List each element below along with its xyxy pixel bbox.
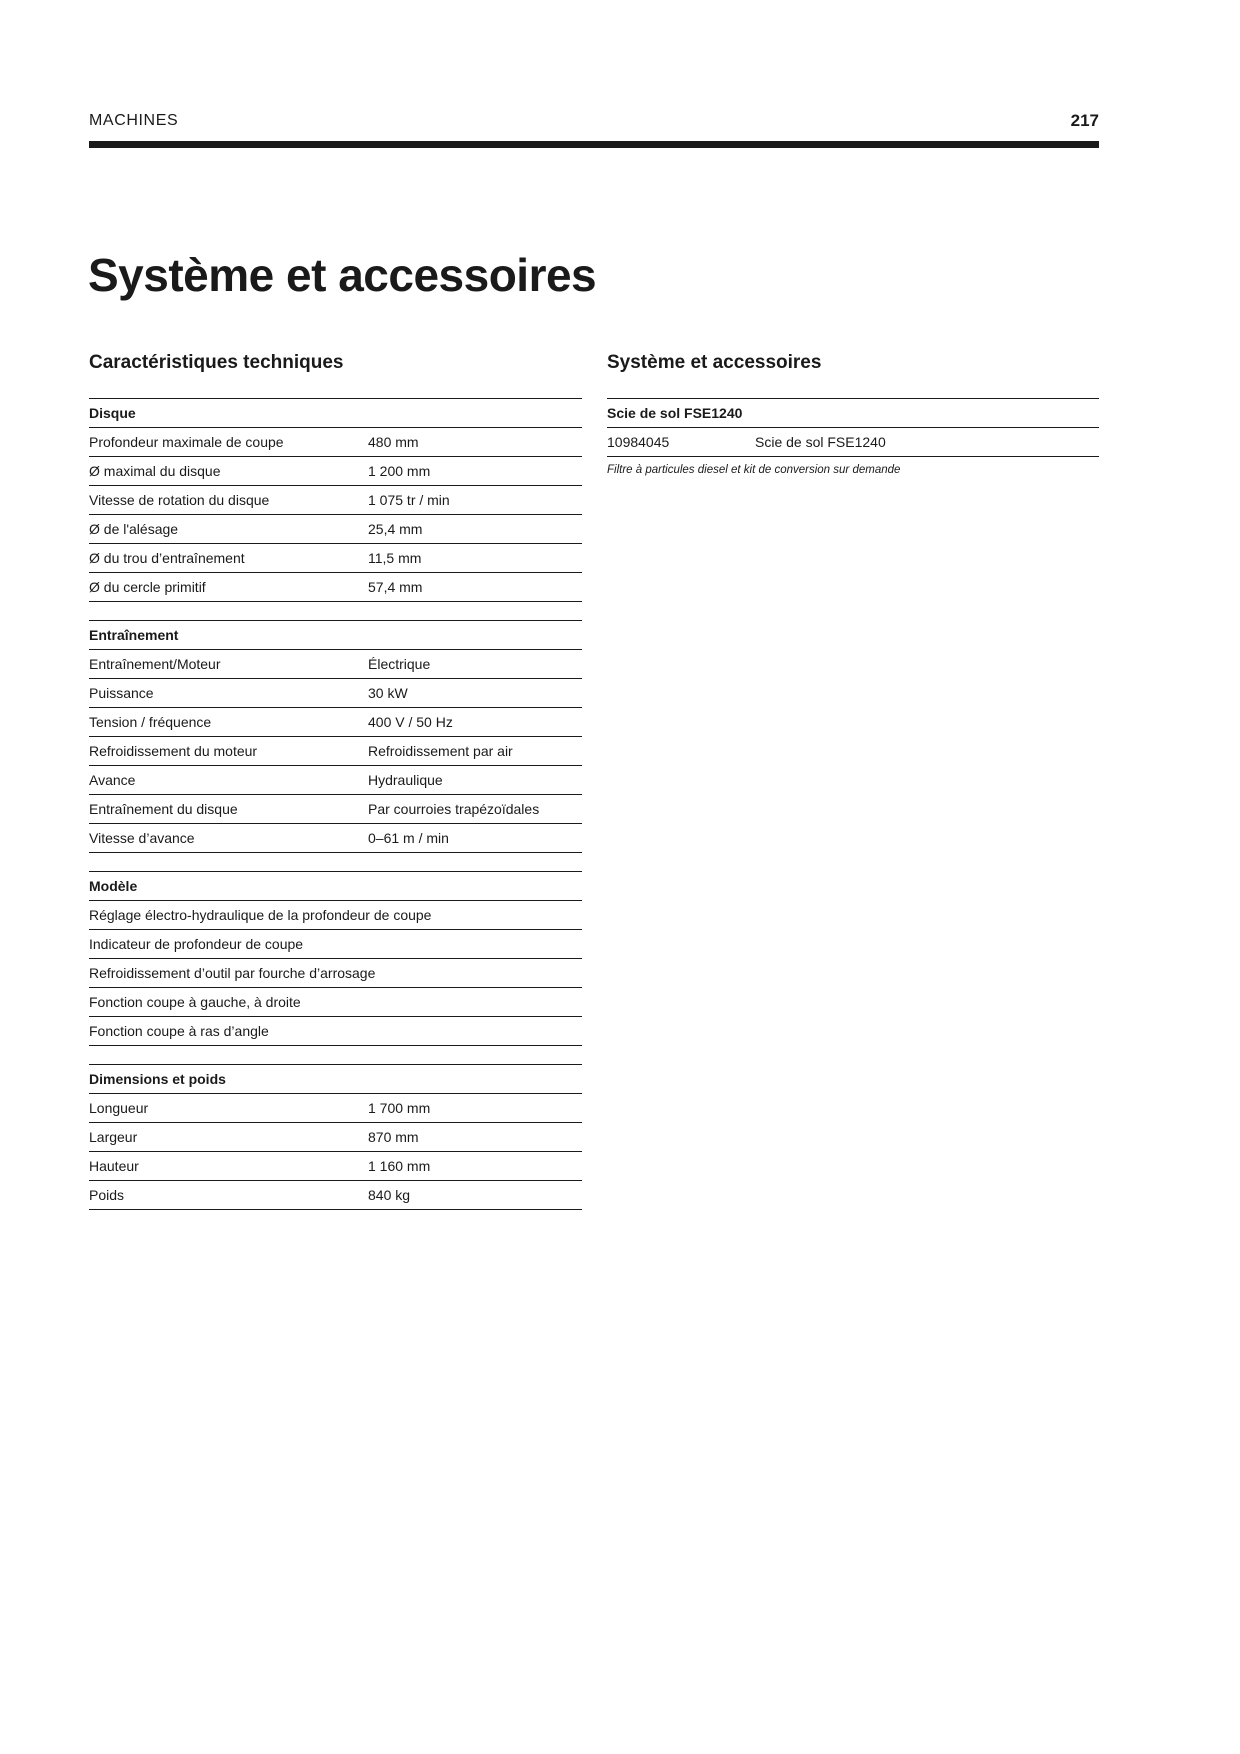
header-rule — [89, 141, 1099, 148]
spec-row — [89, 515, 582, 544]
spec-label: Hauteur — [89, 1158, 139, 1174]
spec-value: 1 160 mm — [368, 1158, 431, 1174]
spec-row — [89, 1123, 582, 1152]
spec-label: Avance — [89, 772, 136, 788]
spec-row — [89, 795, 582, 824]
accessories-note: Filtre à particules diesel et kit de conversion sur demande — [607, 464, 901, 476]
spec-label: Refroidissement d’outil par fourche d’arrosage — [89, 965, 376, 981]
spec-row — [89, 930, 582, 959]
article-number: 10984045 — [607, 434, 670, 450]
accessories-heading: Système et accessoires — [607, 352, 822, 373]
spec-value: 25,4 mm — [368, 521, 423, 537]
spec-row — [89, 1017, 582, 1046]
spec-group-title: Dimensions et poids — [89, 1064, 582, 1094]
spec-label: Poids — [89, 1187, 125, 1203]
technical-specs-column — [89, 352, 582, 1228]
spec-group-title: Disque — [89, 398, 582, 428]
spec-value: Refroidissement par air — [368, 743, 513, 759]
spec-value: 1 200 mm — [368, 463, 431, 479]
spec-label: Ø maximal du disque — [89, 463, 221, 479]
spec-row — [89, 544, 582, 573]
spec-value: 11,5 mm — [368, 550, 422, 566]
spec-label: Entraînement du disque — [89, 801, 238, 817]
page-title: Système et accessoires — [88, 249, 597, 301]
spec-value: Par courroies trapézoïdales — [368, 801, 540, 817]
spec-group — [89, 620, 582, 853]
technical-specs-heading: Caractéristiques techniques — [89, 352, 344, 373]
accessories-column — [607, 352, 1099, 494]
spec-label: Vitesse de rotation du disque — [89, 492, 270, 508]
spec-value: 480 mm — [368, 434, 419, 450]
spec-row — [89, 708, 582, 737]
section-label: MACHINES — [89, 112, 179, 129]
spec-row — [89, 1152, 582, 1181]
accessory-row — [607, 428, 1099, 457]
accessories-group-title: Scie de sol FSE1240 — [607, 398, 1099, 428]
spec-row — [89, 457, 582, 486]
spec-value: 840 kg — [368, 1187, 411, 1203]
spec-value: 870 mm — [368, 1129, 419, 1145]
spec-group-title: Modèle — [89, 871, 582, 901]
spec-label: Fonction coupe à gauche, à droite — [89, 994, 301, 1010]
spec-label: Profondeur maximale de coupe — [89, 434, 284, 450]
spec-row — [89, 1094, 582, 1123]
spec-label: Puissance — [89, 685, 154, 701]
spec-label: Ø du cercle primitif — [89, 579, 206, 595]
page-number: 217 — [1070, 111, 1099, 130]
spec-label: Ø du trou d’entraînement — [89, 550, 245, 566]
spec-row — [89, 901, 582, 930]
spec-row — [89, 737, 582, 766]
spec-label: Longueur — [89, 1100, 149, 1116]
spec-groups — [89, 398, 582, 1210]
spec-row — [89, 679, 582, 708]
spec-group — [89, 1064, 582, 1210]
spec-value: 30 kW — [368, 685, 408, 701]
spec-label: Tension / fréquence — [89, 714, 212, 730]
spec-value: Électrique — [368, 656, 431, 672]
spec-value: 1 700 mm — [368, 1100, 431, 1116]
spec-group-title: Entraînement — [89, 620, 582, 650]
spec-value: 57,4 mm — [368, 579, 423, 595]
spec-group — [89, 398, 582, 602]
accessories-group — [607, 398, 1099, 476]
spec-row — [89, 573, 582, 602]
spec-value: 0–61 m / min — [368, 830, 449, 846]
spec-row — [89, 988, 582, 1017]
spec-row — [89, 766, 582, 795]
spec-value: 400 V / 50 Hz — [368, 714, 453, 730]
spec-row — [89, 824, 582, 853]
article-description: Scie de sol FSE1240 — [755, 434, 886, 450]
spec-label: Fonction coupe à ras d’angle — [89, 1023, 269, 1039]
spec-label: Largeur — [89, 1129, 138, 1145]
spec-label: Indicateur de profondeur de coupe — [89, 936, 304, 952]
spec-label: Entraînement/Moteur — [89, 656, 221, 672]
spec-label: Vitesse d’avance — [89, 830, 195, 846]
spec-group — [89, 871, 582, 1046]
spec-value: 1 075 tr / min — [368, 492, 450, 508]
spec-row — [89, 959, 582, 988]
spec-value: Hydraulique — [368, 772, 443, 788]
spec-label: Refroidissement du moteur — [89, 743, 258, 759]
spec-row — [89, 486, 582, 515]
spec-row — [89, 650, 582, 679]
spec-label: Réglage électro-hydraulique de la profondeur de coupe — [89, 907, 432, 923]
spec-label: Ø de l'alésage — [89, 521, 179, 537]
spec-row — [89, 428, 582, 457]
spec-row — [89, 1181, 582, 1210]
